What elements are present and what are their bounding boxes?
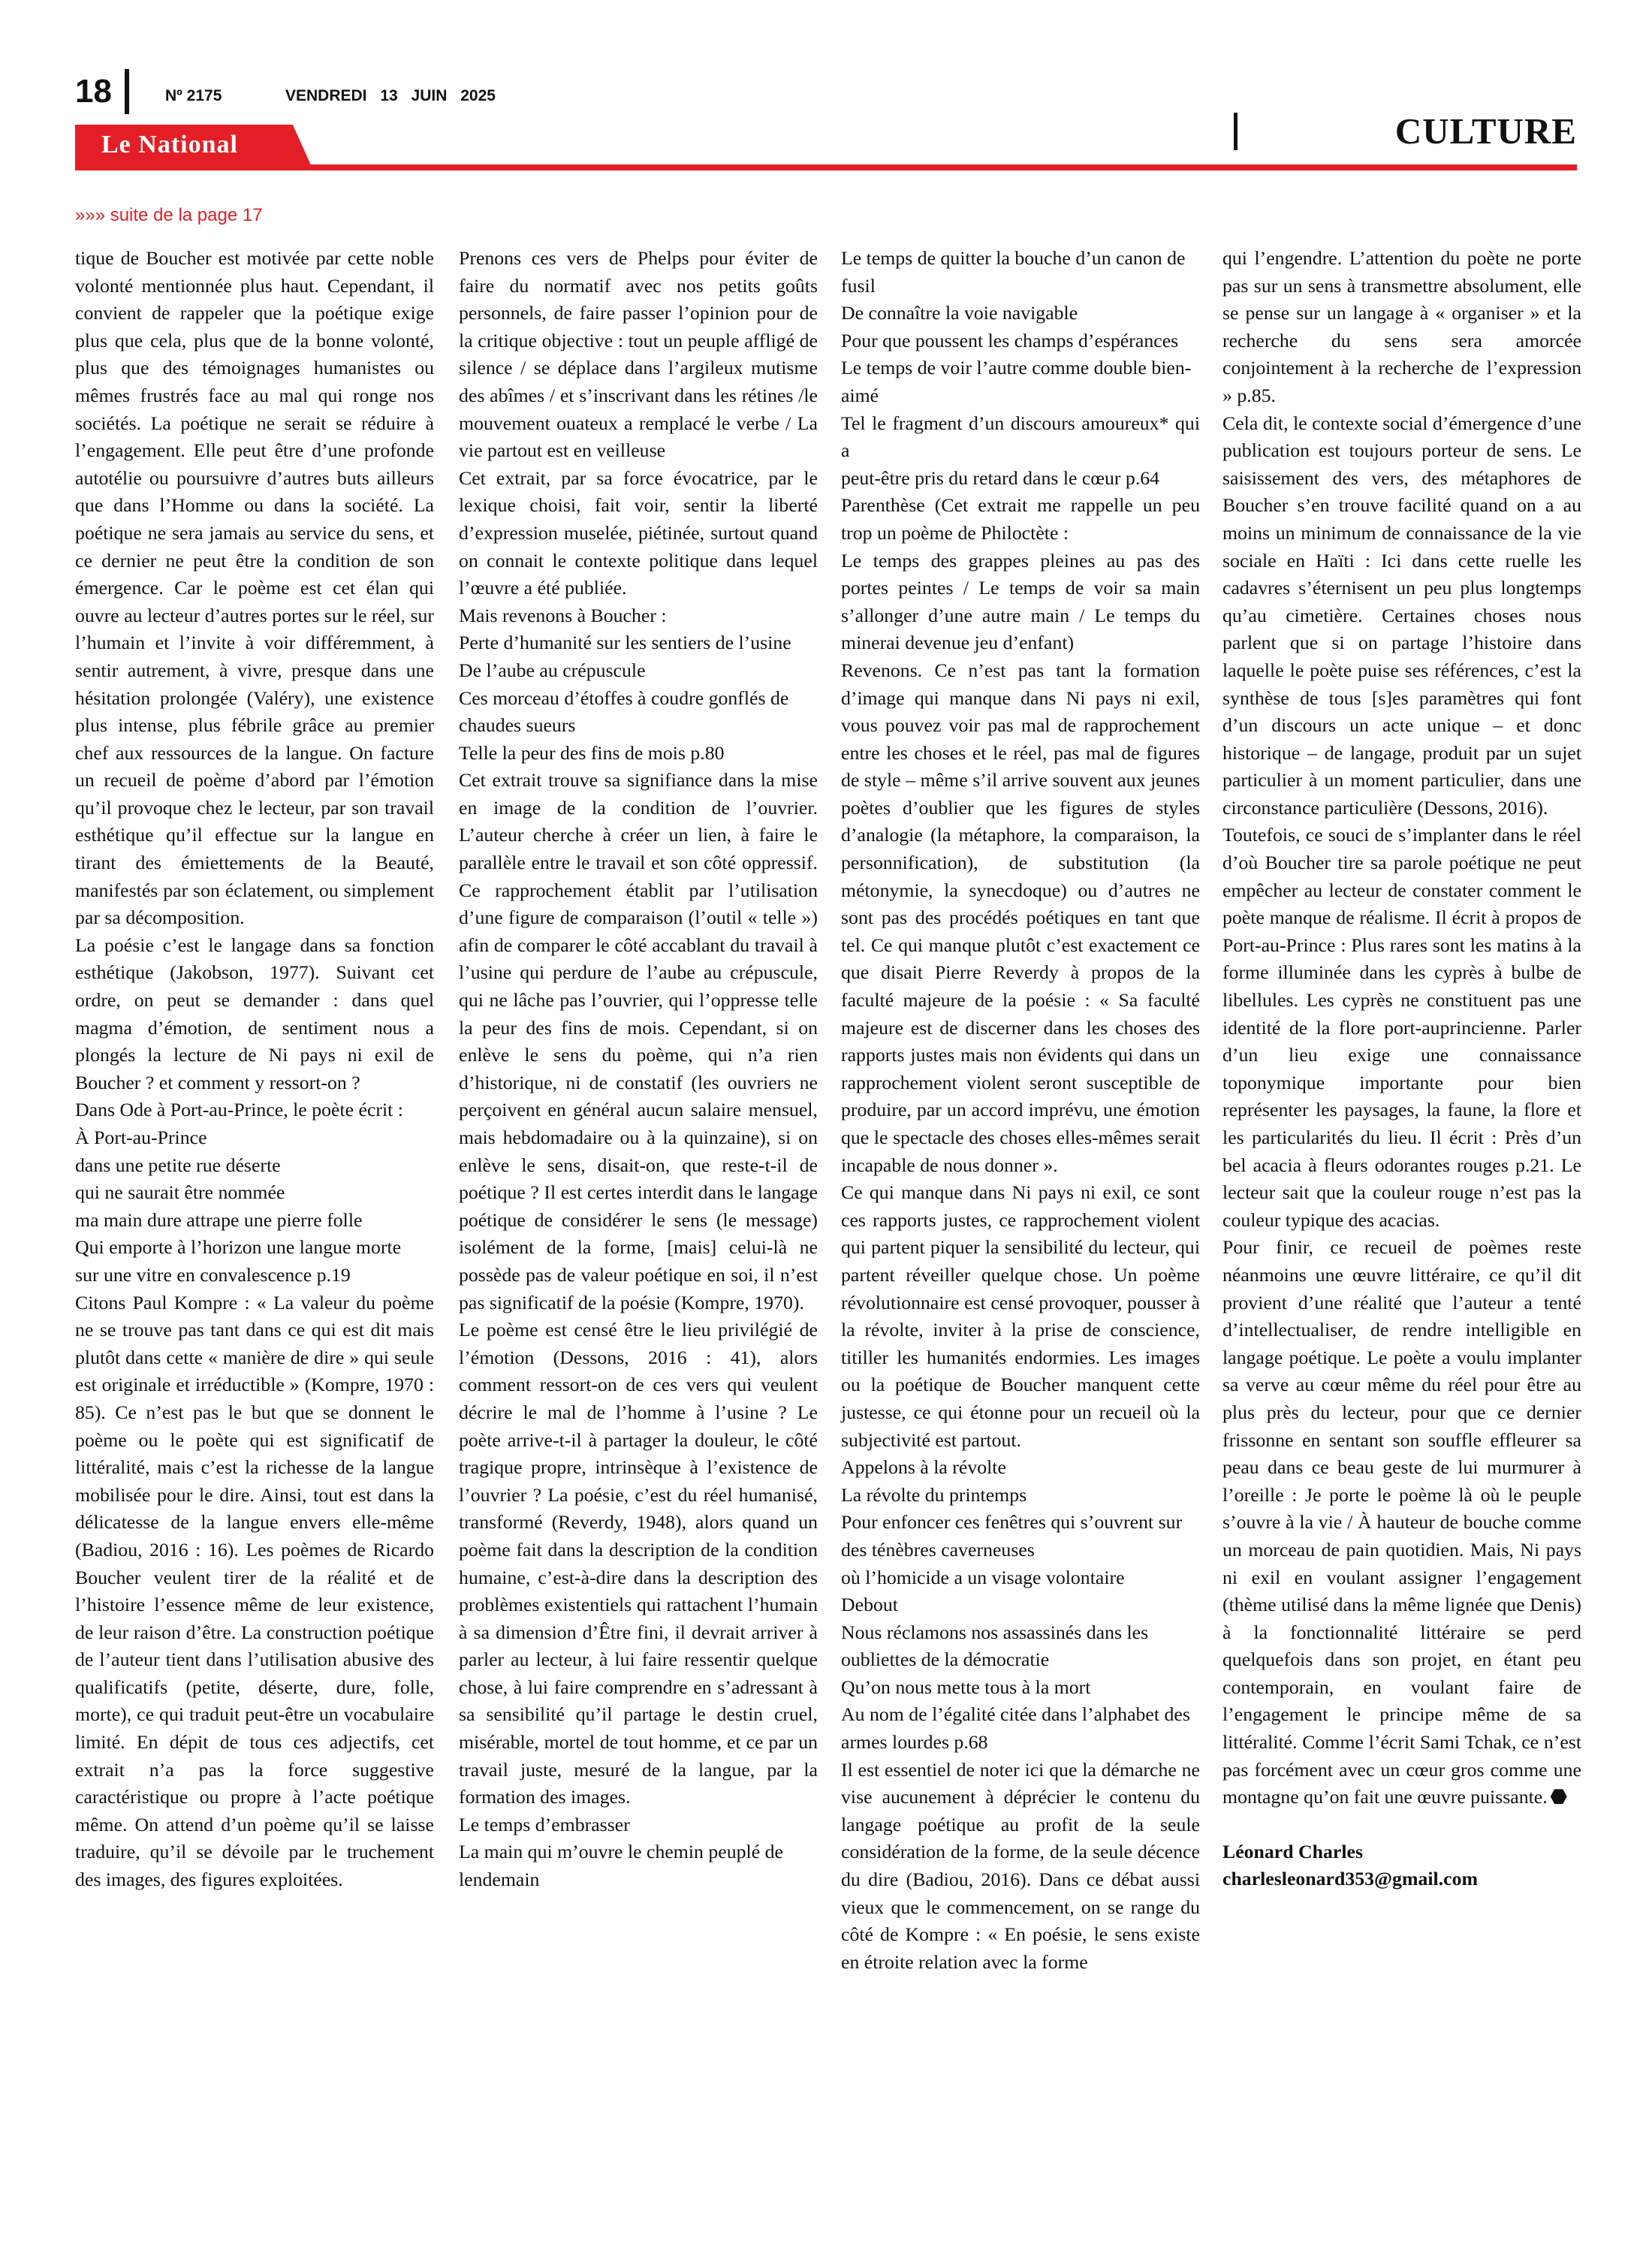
verse-line: À Port-au-Prince xyxy=(75,1126,207,1148)
paragraph: Dans Ode à Port-au-Prince, le poète écrit : xyxy=(75,1099,403,1121)
verse-line: Qui emporte à l’horizon une langue morte xyxy=(75,1236,402,1259)
article-column-2 xyxy=(459,245,818,1894)
section-divider xyxy=(1234,113,1237,150)
verse-line: Perte d’humanité sur les sentiers de l’usine xyxy=(459,632,791,654)
closing-paragraph-text: Pour finir, ce recueil de poèmes reste néanmoins une œuvre littéraire, ce qu’il dit provient d’une réalité que l’auteur a tenté d’intellectualiser, de rendre intelligible en langage poétique. Le poète a voulu implanter sa verve au cœur même du réel pour être au plus près du lecteur, pour que ce dernier frissonne en sentant son souffle effleurer sa peau dans ce beau geste de lui murmurer à l’oreille : Je porte le poème là où le peuple s’ouvre à la vie / À hauteur de bouche comme un morceau de pain quotidien. Mais, Ni pays ni exil en voulant assigner l’engagement (thème utilisé dans la même lignée que Denis) à la fonctionnalité littéraire se perd quelquefois dans son projet, en étant peu contemporain, en voulant faire de l’engagement le principe même de sa littéralité. Comme l’écrit Sami Tchak, ce n’est pas forcément avec un cœur gros comme une montagne qu’on fait une œuvre puissante. xyxy=(1222,1236,1581,1808)
verse-line: Telle la peur des fins de mois p.80 xyxy=(459,741,725,764)
end-of-article-icon xyxy=(1551,1788,1567,1805)
paragraph: Prenons ces vers de Phelps pour éviter de faire du normatif avec nos petits goûts personnels, de faire passer l’opinion pour de la critique objective : tout un peuple affligé de silence / se déplace dans l’argileux mutisme des abîmes / et s’inscrivant dans les rétines /le mouvement ouateux a remplacé le verbe / La vie partout est en veilleuse xyxy=(459,247,818,462)
paragraph: Ce qui manque dans Ni pays ni exil, ce sont ces rapports justes, ce rapprochement violent qui partent piquer la sensibilité du lecteur, qui partent réveiller quelque chose. Un poème révolutionnaire est censé provoquer, pousser à la révolte, inviter à la prise de conscience, titiller les humanités endormies. Les images ou la poétique de Boucher manquent cette justesse, ce qui étonne pour un recueil où la subjectivité est partout. xyxy=(841,1181,1200,1451)
verse-line: Pour que poussent les champs d’espérances xyxy=(841,329,1179,351)
article-column-4 xyxy=(1222,245,1581,1893)
section-title: CULTURE xyxy=(1394,110,1577,152)
paragraph: Parenthèse (Cet extrait me rappelle un peu trop un poème de Philoctète : xyxy=(841,494,1200,544)
verse-line: Appelons à la révolte xyxy=(841,1456,1006,1479)
paragraph: Cet extrait, par sa force évocatrice, par le lexique choisi, fait voir, sentir la liberté d’expression muselée, piétinée, surtout quand on connait le contexte politique dans lequel l’œuvre a été publiée. xyxy=(459,466,818,599)
verse-line: De l’aube au crépuscule xyxy=(459,659,646,681)
verse-line: Pour enfoncer ces fenêtres qui s’ouvrent sur des ténèbres caverneuses xyxy=(841,1511,1183,1561)
verse-line: Le temps d’embrasser xyxy=(459,1813,630,1835)
verse-line: Nous réclamons nos assassinés dans les oubliettes de la démocratie xyxy=(841,1621,1149,1671)
paragraph: La poésie c’est le langage dans sa fonction esthétique (Jakobson, 1977). Suivant cet ordre, on peut se demander : dans quel magma d’émotion, de sentiment nous a plongés la lecture de Ni pays ni exil de Boucher ? et comment y ressort-on ? xyxy=(75,933,434,1093)
verse-line: Au nom de l’égalité citée dans l’alphabet des armes lourdes p.68 xyxy=(841,1703,1190,1754)
newspaper-name: Le National xyxy=(101,131,238,158)
author-email: charlesleonard353@gmail.com xyxy=(1222,1868,1478,1890)
header-rule xyxy=(75,164,1577,170)
verse-line: Debout xyxy=(841,1594,898,1616)
page-number-divider xyxy=(125,69,129,114)
article-column-3 xyxy=(841,245,1200,1976)
paragraph: qui l’engendre. L’attention du poète ne porte pas sur un sens à transmettre absolument, elle se pense sur un langage à « organiser » et la recherche du sens sera amorcée conjointement à la recherche de l’expression » p.85. xyxy=(1222,247,1581,406)
verse-line: dans une petite rue déserte xyxy=(75,1154,281,1176)
paragraph: Revenons. Ce n’est pas tant la formation d’image qui manque dans Ni pays ni exil, vous pouvez voir pas mal de rapprochement entre les choses et le réel, pas mal de figures de style – même s’il arrive souvent aux jeunes poètes d’oublier que les figures de styles d’analogie (la métaphore, la comparaison, la personnification), de substitution (la métonymie, la synecdoque) ou d’autres ne sont pas des procédés poétiques en tant que tel. Ce qui manque plutôt c’est exactement ce que disait Pierre Reverdy à propos de la faculté majeure de la poésie : « Sa faculté majeure est de discerner dans les choses des rapports justes mais non évidents qui dans un rapprochement violent seront susceptible de produire, par un accord imprévu, une émotion que le spectacle des choses elles-mêmes serait incapable de nous donner ». xyxy=(841,659,1200,1176)
paragraph: Le poème est censé être le lieu privilégié de l’émotion (Dessons, 2016 : 41), alors comment ressort-on de ces vers qui veulent décrire le mal de l’homme à l’usine ? Le poète arrive-t-il à partager la douleur, le côté tragique propre, intrinsèque à l’existence de l’ouvrier ? La poésie, c’est du réel humanisé, transformé (Reverdy, 1948), alors quand un poème fait dans la description de la condition humaine, c’est-à-dire dans la description des problèmes existentiels qui rattachent l’humain à sa dimension d’Être fini, il devrait arriver à parler au lecteur, à lui faire ressentir quelque chose, à lui faire comprendre en s’adressant à sa sensibilité qu’il partage le destin cruel, misérable, mortel de tout homme, et ce par un travail juste, mesuré de la langue, par la formation des images. xyxy=(459,1319,818,1808)
paragraph xyxy=(1222,1234,1581,1811)
publication-date: VENDREDI 13 JUIN 2025 xyxy=(285,87,496,104)
verse-line: De connaître la voie navigable xyxy=(841,302,1078,324)
author-name: Léonard Charles xyxy=(1222,1840,1364,1862)
verse-line: chaudes sueurs xyxy=(459,714,576,737)
verse-line: La révolte du printemps xyxy=(841,1483,1027,1506)
paragraph: Toutefois, ce souci de s’implanter dans le réel d’où Boucher tire sa parole poétique ne peut empêcher au lecteur de constater comment le poète manque de réalisme. Il écrit à propos de Port-au-Prince : Plus rares sont les matins à la forme illuminée dans les cyprès à bulbe de libellules. Les cyprès ne constituent pas une identité de la flore port-auprincienne. Parler d’un lieu exige une connaissance toponymique importante pour bien représenter les paysages, la faune, la flore et les particularités du lieu. Il écrit : Près d’un bel acacia à fleurs odorantes rouges p.21. Le lecteur sait que la couleur rouge n’est pas la couleur typique des acacias. xyxy=(1222,824,1581,1231)
continued-from-label: »»» suite de la page 17 xyxy=(75,205,263,225)
verse-line: Qu’on nous mette tous à la mort xyxy=(841,1675,1091,1698)
article-column-1 xyxy=(75,245,434,1894)
paragraph: Cet extrait trouve sa signifiance dans la mise en image de la condition de l’ouvrier. L’auteur cherche à créer un lien, à faire le parallèle entre le travail et son côté oppressif. Ce rapprochement établit par l’utilisation d’une figure de comparaison (l’outil « telle ») afin de comparer le côté accablant du travail à l’usine qui perdure de l’aube au crépuscule, qui ne lâche pas l’ouvrier, qui l’oppresse telle la peur des fins de mois. Cependant, si on enlève le sens du poème, qui n’a rien d’historique, ni de constatif (les ouvriers ne perçoivent en général aucun salaire mensuel, mais hebdomadaire ou à la quinzaine), si on enlève le sens, disait-on, que reste-t-il de poétique ? Il est certes interdit dans le langage poétique de considérer le sens (le message) isolément de la forme, [mais] celui-là ne possède pas de valeur poétique en soi, il n’est pas significatif de la poésie (Kompre, 1970). xyxy=(459,769,818,1313)
paragraph: tique de Boucher est motivée par cette noble volonté mentionnée plus haut. Cependant, il convient de rappeler que la poétique exige plus que cela, plus que de la bonne volonté, plus que des témoignages humanistes ou mêmes frustrés face au mal qui ronge nos sociétés. La poétique ne serait se réduire à l’engagement. Elle peut être d’une profonde autotélie ou poursuivre d’autres buts ailleurs que dans l’Homme ou dans la société. La poétique ne sera jamais au service du sens, et ce dernier ne peut être la condition de son émergence. Car le poème est cet élan qui ouvre au lecteur d’autres portes sur le réel, sur l’humain et l’invite à voir différemment, à sentir autrement, à vivre, presque dans une hésitation prolongée (Valéry), une existence plus intense, plus fébrile grâce au premier chef aux ressources de la langue. On facture un recueil de poème d’abord par l’émotion qu’il provoque chez le lecteur, par son travail esthétique qu’il effectue sur la langue en tirant des émiettements de la Beauté, manifestés par son éclatement, ou simplement par sa décomposition. xyxy=(75,247,434,929)
verse-line: Le temps de quitter la bouche d’un canon de fusil xyxy=(841,247,1186,297)
verse-line: sur une vitre en convalescence p.19 xyxy=(75,1263,351,1286)
page-number: 18 xyxy=(75,73,112,110)
paragraph: Cela dit, le contexte social d’émergence d’une publication est toujours porteur de sens. Le saisissement des vers, des métaphores de Boucher s’en trouve facilité quand on a au moins un minimum de connaissance de la vie sociale en Haïti : Ici dans cette ruelle les cadavres s’éternisent un peu plus longtemps qu’au cimetière. Certaines choses nous parlent que si on partage l’histoire dans laquelle le poète puise ses références, c’est la synthèse de tous [s]es paramètres qui font d’un discours un acte unique – et donc historique – de langage, produit par un sujet particulier à un moment particulier, dans une circonstance particulière (Dessons, 2016). xyxy=(1222,412,1581,819)
verse-line: Tel le fragment d’un discours amoureux* qui a xyxy=(841,412,1200,462)
verse-line: où l’homicide a un visage volontaire xyxy=(841,1566,1125,1588)
paragraph: Le temps des grappes pleines au pas des portes peintes / Le temps de voir sa main s’allonger d’une autre main / Le temps du minerai devenue jeu d’enfant) xyxy=(841,549,1200,654)
verse-line: ma main dure attrape une pierre folle xyxy=(75,1208,363,1231)
paragraph: Citons Paul Kompre : « La valeur du poème ne se trouve pas tant dans ce qui est dit mais plutôt dans cette « manière de dire » qui seule est originale et irréductible » (Kompre, 1970 : 85). Ce n’est pas le but que se donnent le poème ou le poète qui est significatif de littéralité, mais c’est la richesse de la langue mobilisée pour le dire. Ainsi, tout est dans la délicatesse de la langue envers elle-même (Badiou, 2016 : 16). Les poèmes de Ricardo Boucher veulent tirer de la réalité et de l’histoire l’essence même de leur existence, de leur raison d’être. La construction poétique de l’auteur tient dans l’utilisation abusive des qualificatifs (petite, déserte, dure, folle, morte), ce qui traduit peut-être un vocabulaire limité. En dépit de tous ces adjectifs, cet extrait n’a pas la force suggestive caractéristique ou propre à l’acte poétique même. On attend d’un poème qu’il se laisse traduire, qu’il se dévoile par le truchement des images, des figures exploitées. xyxy=(75,1291,434,1891)
verse-line: La main qui m’ouvre le chemin peuplé de lendemain xyxy=(459,1841,783,1891)
verse-line: peut-être pris du retard dans le cœur p.64 xyxy=(841,466,1160,489)
verse-line: qui ne saurait être nommée xyxy=(75,1181,285,1204)
issue-number: Nº 2175 xyxy=(165,87,222,104)
verse-line: Le temps de voir l’autre comme double bien-aimé xyxy=(841,357,1192,406)
paragraph: Mais revenons à Boucher : xyxy=(459,604,667,626)
verse-line: Ces morceau d’étoffes à coudre gonflés de xyxy=(459,686,789,709)
paragraph: Il est essentiel de noter ici que la démarche ne vise aucunement à déprécier le contenu du langage poétique au profit de la seule considération de la forme, de la seule décence du dire (Badiou, 2016). Dans ce débat aussi vieux que le commencement, on se range du côté de Kompre : « En poésie, le sens existe en étroite relation avec la forme xyxy=(841,1758,1200,1973)
author-signature xyxy=(1222,1838,1581,1893)
